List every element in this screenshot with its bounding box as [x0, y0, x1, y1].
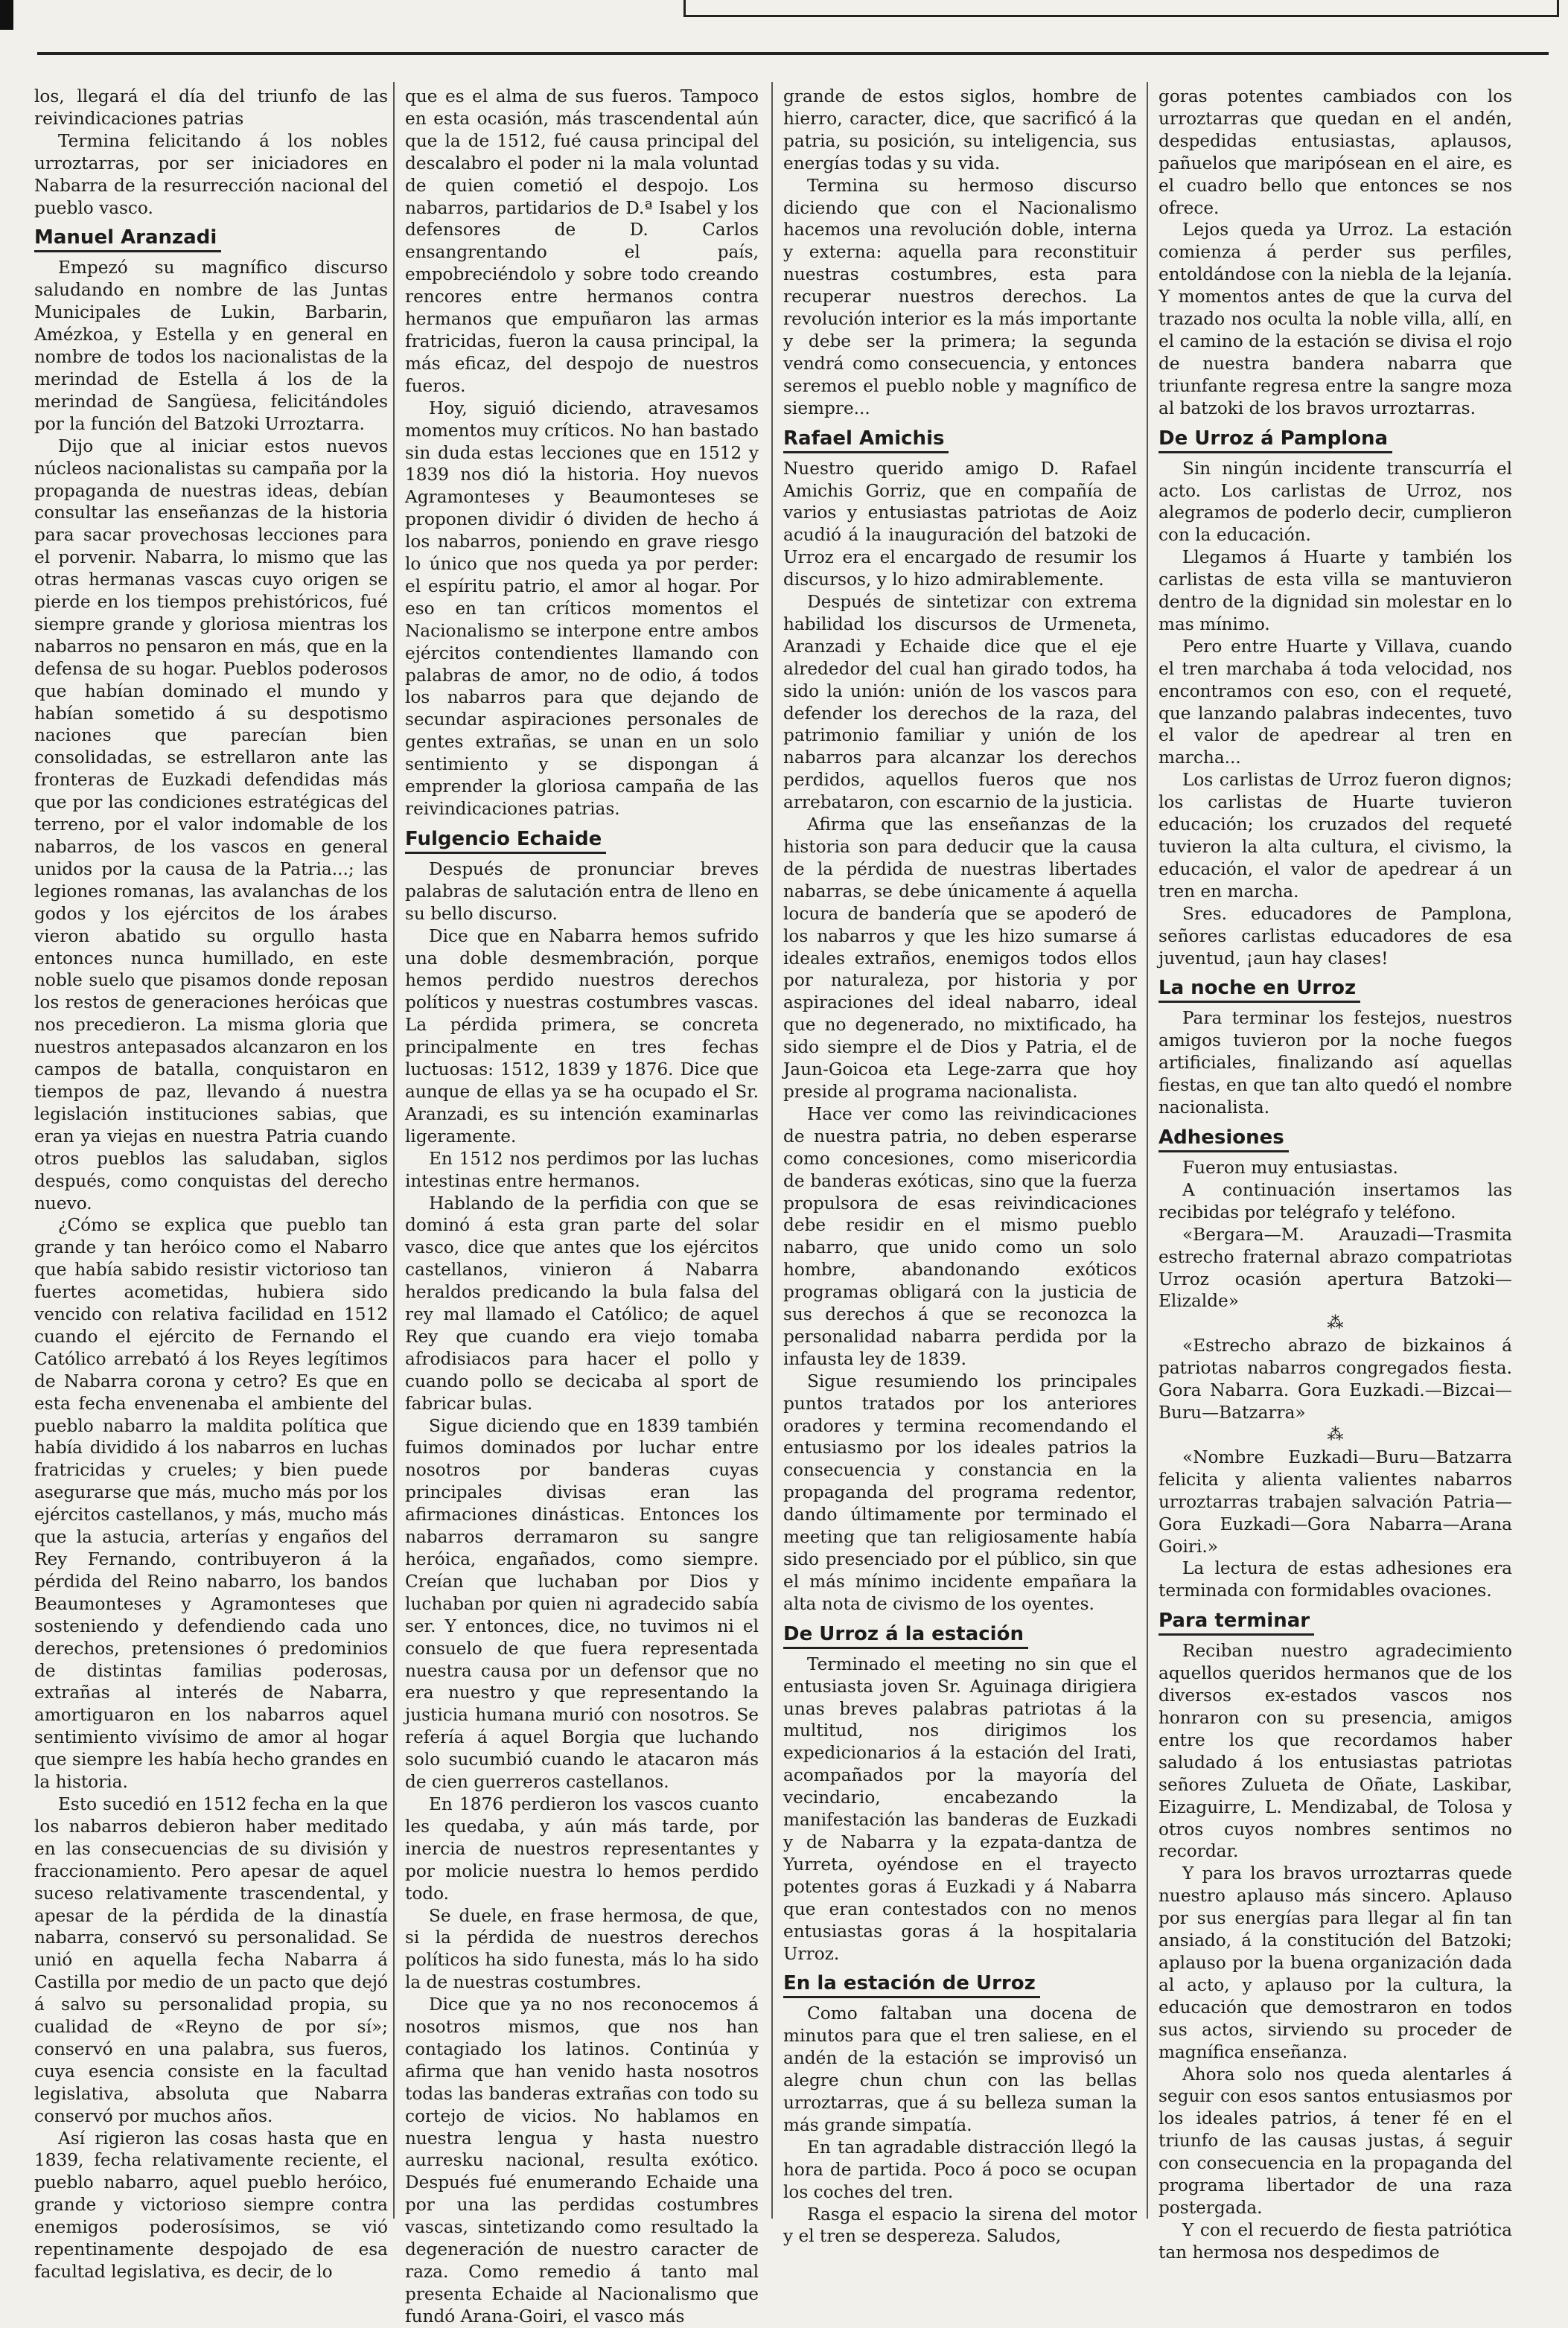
section-heading: Fulgencio Echaide	[405, 826, 606, 854]
article-paragraph: Nuestro querido amigo D. Rafael Amichis Gorriz, que en compañía de varios y entusiastas patriotas de Aoiz acudió á la inauguración del batzoki de Urroz era el encargado de resumir los discursos, y lo hizo admirablemente.	[783, 458, 1137, 590]
column-3	[783, 86, 1137, 2247]
article-paragraph: Sigue resumiendo los principales puntos tratados por los anteriores oradores y termina recomendando el entusiasmo por los ideales patrios la consecuencia y constancia en la propaganda del programa redentor, dando últimamente por terminado el meeting que tan religiosamente había sido presenciado por el público, sin que el más mínimo incidente empañara la alta nota de civismo de los oyentes.	[783, 1371, 1137, 1614]
article-paragraph: Hablando de la perfidia con que se dominó á esta gran parte del solar vasco, dice que antes que los ejércitos castellanos, vinieron á Nabarra heraldos predicando la bula falsa del rey mal llamado el Católico; de aquel Rey que cuando era viejo tomaba afrodisiacos para hacer el pollo y cuando pollo se decicaba al sport de fabricar bulas.	[405, 1193, 759, 1414]
section-heading: De Urroz á la estación	[783, 1621, 1028, 1649]
column-separator	[1147, 82, 1148, 2219]
article-paragraph: Reciban nuestro agradecimiento aquellos queridos hermanos que de los diversos ex-estados vascos nos honraron con su presencia, amigos entre los que recordamos haber saludado á los entusiastas patriotas señores Zulueta de Oñate, Laskibar, Eizaguirre, L. Mendizabal, de Tolosa y otros cuyos nombres sentimos no recordar.	[1159, 1641, 1512, 1862]
article-paragraph: Empezó su magnífico discurso saludando en nombre de las Juntas Municipales de Lukin, Barbarin, Amézkoa, y Estella y en general en nombre de todos los nacionalistas de la merindad de Estella á los de la merindad de Sangüesa, felicitándoles por la función del Batzoki Urroztarra.	[34, 258, 388, 434]
article-paragraph: Después de sintetizar con extrema habilidad los discursos de Urmeneta, Aranzadi y Echaide dice que el eje alrededor del cual han girado todos, ha sido la unión: unión de los vascos para defender los derechos de la raza, del patrimonio familiar y unión de los nabarros para alcanzar los derechos perdidos, aquellos fueros que nos arrebataron, con escarnio de la justicia.	[783, 592, 1137, 813]
article-paragraph: Llegamos á Huarte y también los carlistas de esta villa se mantuvieron dentro de la dignidad sin molestar en lo mas mínimo.	[1159, 547, 1512, 634]
article-paragraph: Sres. educadores de Pamplona, señores carlistas educadores de esa juventud, ¡aun hay clases!	[1159, 903, 1512, 969]
article-paragraph: Rasga el espacio la sirena del motor y el tren se despereza. Saludos,	[783, 2204, 1137, 2247]
article-paragraph: «Estrecho abrazo de bizkainos á patriotas nabarros congregados fiesta. Gora Nabarra. Gora Euzkadi.—Bizcai—Buru—Batzarra»	[1159, 1336, 1512, 1423]
article-paragraph: grande de estos siglos, hombre de hierro, caracter, dice, que sacrificó á la patria, su posición, su inteligencia, sus energías todas y su vida.	[783, 86, 1137, 173]
article-paragraph: «Bergara—M. Arauzadi—Trasmita estrecho fraternal abrazo compatriotas Urroz ocasión apertura Batzoki—Elizalde»	[1159, 1224, 1512, 1312]
article-paragraph: que es el alma de sus fueros. Tampoco en esta ocasión, más trascendental aún que la de 1512, fué causa principal del descalabro el poder ni la mala voluntad de quien cometió el despojo. Los nabarros, partidarios de D.ª Isabel y los defensores de D. Carlos ensangrentando el país, empobreciéndolo y sobre todo creando rencores entre hermanos contra hermanos que empuñaron las armas fratricidas, fueron la causa principal, la más eficaz, del despojo de nuestros fueros.	[405, 86, 759, 396]
header-rule	[37, 52, 1549, 55]
article-paragraph: Afirma que las enseñanzas de la historia son para deducir que la causa de la pérdida de nuestras libertades nabarras, se debe únicamente á aquella locura de bandería que se apoderó de los nabarros y que les hizo sumarse á ideales extraños, enemigos todos ellos por naturaleza, por historia y por aspiraciones del ideal nabarro, ideal que no degenerado, no mixtificado, ha sido siempre el de Dios y Patria, el de Jaun-Goicoa eta Lege-zarra que hoy preside al programa nacionalista.	[783, 814, 1137, 1102]
article-paragraph: Dice que en Nabarra hemos sufrido una doble desmembración, porque hemos perdido nuestros derechos políticos y nuestras costumbres vascas. La pérdida primera, se concreta principalmente en tres fechas luctuosas: 1512, 1839 y 1876. Dice que aunque de ellas ya se ha ocupado el Sr. Aranzadi, es su intención examinarlas ligeramente.	[405, 925, 759, 1147]
article-paragraph: Termina su hermoso discurso diciendo que con el Nacionalismo hacemos una revolución doble, interna y externa: aquella para reconstituir nuestras costumbres, esta para recuperar nuestros derechos. La revolución interior es la más importante y debe ser la primera; la segunda vendrá como consecuencia, y entonces seremos el pueblo noble y magnífico de siempre...	[783, 175, 1137, 418]
article-paragraph: los, llegará el día del triunfo de las reivindicaciones patrias	[34, 86, 388, 129]
article-paragraph: Termina felicitando á los nobles urroztarras, por ser iniciadores en Nabarra de la resurrección nacional del pueblo vasco.	[34, 130, 388, 218]
section-heading: Adhesiones	[1159, 1125, 1289, 1152]
section-heading: Manuel Aranzadi	[34, 225, 221, 252]
article-paragraph: Esto sucedió en 1512 fecha en la que los nabarros debieron haber meditado en las consecuencias de su división y fraccionamiento. Pero apesar de aquel suceso relativamente trascendental, y apesar de la pérdida de la dinastía nabarra, conservó su personalidad. Se unió en aquella fecha Nabarra á Castilla por medio de un pacto que dejó á salvo su personalidad propia, su cualidad de «Reyno de por sí»; conservó en una palabra, sus fueros, cuya esencia consiste en la facultad legislativa, absoluta que Nabarra conservó por muchos años.	[34, 1793, 388, 2126]
article-paragraph: Después de pronunciar breves palabras de salutación entra de lleno en su bello discurso.	[405, 858, 759, 924]
article-paragraph: Lejos queda ya Urroz. La estación comienza á perder sus perfiles, entoldándose con la niebla de la lejanía. Y momentos antes de que la curva del trazado nos oculta la noble villa, allí, en el camino de la estación se divisa el rojo de nuestra bandera nabarra que triunfante regresa entre la sangre moza al batzoki de los bravos urroztarras.	[1159, 220, 1512, 418]
article-paragraph: Terminado el meeting no sin que el entusiasta joven Sr. Aguinaga dirigiera unas breves palabras patriotas á la multitud, nos dirigimos los expedicionarios á la estación del Irati, acompañados por la mayoría del vecindario, encabezando la manifestación las banderas de Euzkadi y de Nabarra y la ezpata-dantza de Yurreta, oyéndose en el trayecto potentes goras á Euzkadi y á Nabarra que eran contestados con no menos entusiastas goras á la hospitalaria Urroz.	[783, 1653, 1137, 1964]
article-paragraph: Para terminar los festejos, nuestros amigos tuvieron por la noche fuegos artificiales, finalizando así aquellas fiestas, en que tan alto quedó el nombre nacionalista.	[1159, 1008, 1512, 1118]
article-paragraph: La lectura de estas adhesiones era terminada con formidables ovaciones.	[1159, 1558, 1512, 1601]
column-separator	[771, 82, 773, 2219]
article-paragraph: Así rigieron las cosas hasta que en 1839, fecha relativamente reciente, el pueblo nabarro, aquel pueblo heróico, grande y victorioso siempre contra enemigos poderosísimos, se vió repentinamente despojado de esa facultad legislativa, es decir, de lo	[34, 2128, 388, 2282]
article-paragraph: Fueron muy entusiastas.	[1182, 1157, 1398, 1178]
article-paragraph: Dijo que al iniciar estos nuevos núcleos nacionalistas su campaña por la propaganda de nuestras ideas, debían consultar las enseñanzas de la historia para sacar provechosas lecciones para el porvenir. Nabarra, lo mismo que las otras hermanas vascas cuyo origen se pierde en los tiempos prehistóricos, fué siempre grande y gloriosa mientras los nabarros no pensaron en más, que en la defensa de su hogar. Pueblos poderosos que habían dominado el mundo y habían sometido á su despotismo naciones que parecían bien consolidadas, se estrellaron ante las fronteras de Euzkadi defendidas más que por las condiciones estratégicas del terreno, por el valor indomable de los nabarros, de los vascos en general unidos por la causa de la Patria...; las legiones romanas, las avalanchas de los godos y los ejércitos de los árabes vieron abatido su orgullo hasta entonces nunca humillado, en este noble suelo que pisamos donde reposan los restos de generaciones heróicas que nos precedieron. La misma gloria que nuestros antepasados alcanzaron en los campos de batalla, conquistaron en tiempos de paz, llevando á nuestra legislación instituciones sabias, que eran ya viejas en nuestra Patria cuando otros pueblos las saludaban, siglos después, como conquistas del derecho nuevo.	[34, 436, 388, 1214]
article-paragraph: goras potentes cambiados con los urroztarras que quedan en el andén, despedidas entusiastas, aplausos, pañuelos que maripósean en el aire, es el cuadro bello que entonces se nos ofrece.	[1159, 86, 1512, 218]
article-paragraph: Los carlistas de Urroz fueron dignos; los carlistas de Huarte tuvieron educación; los cruzados del requeté tuvieron la alta cultura, el civismo, la educación, el valor de apedrear á un tren en marcha.	[1159, 770, 1512, 902]
article-paragraph: Ahora solo nos queda alentarles á seguir con esos santos entusiasmos por los ideales patrios, á tener fé en el triunfo de las causas justas, á seguir con consecuencia en la propaganda del programa libertador de una raza postergada.	[1159, 2064, 1512, 2218]
article-paragraph: En 1876 perdieron los vascos cuanto les quedaba, y aún más tarde, por inercia de nuestros representantes y por molicie nuestra lo hemos perdido todo.	[405, 1793, 759, 1904]
section-heading: De Urroz á Pamplona	[1159, 426, 1392, 453]
top-frame	[0, 0, 1568, 45]
article-paragraph: Sigue diciendo que en 1839 también fuimos dominados por luchar entre nosotros por banderas cuyas principales divisas eran las afirmaciones dinásticas. Entonces los nabarros derramaron su sangre heróica, engañados, como siempre. Creían que luchaban por Dios y luchaban por quien ni agradecido sabía ser. Y entonces, dice, no tuvimos ni el consuelo de que fuera representada nuestra causa por un defensor que no era nuestro y que representando la justicia humana murió con nosotros. Se refería á aquel Borgia que luchando solo sucumbió cuando le atacaron más de cien guerreros castellanos.	[405, 1415, 759, 1793]
article-paragraph: Se duele, en frase hermosa, de que, si la pérdida de nuestros derechos políticos ha sido funesta, más lo ha sido la de nuestras costumbres.	[405, 1905, 759, 1993]
corner-mark	[0, 0, 13, 30]
column-4	[1159, 86, 1512, 2262]
article-paragraph: Hace ver como las reivindicaciones de nuestra patria, no deben esperarse como concesiones, como misericordia de banderas exóticas, sino que la fuerza propulsora de esas reivindicaciones debe residir en el mismo pueblo nabarro, que unido como un solo hombre, abandonando exóticos programas obligará con la justicia de sus derechos á que se reconozca la personalidad nabarra perdida por la infausta ley de 1839.	[783, 1103, 1137, 1369]
asterism-divider: ⁂	[1327, 1314, 1344, 1333]
article-paragraph: En tan agradable distracción llegó la hora de partida. Poco á poco se ocupan los coches del tren.	[783, 2137, 1137, 2202]
column-1	[34, 86, 388, 2282]
article-paragraph: En 1512 nos perdimos por las luchas intestinas entre hermanos.	[405, 1148, 759, 1191]
article-paragraph: Pero entre Huarte y Villava, cuando el tren marchaba á toda velocidad, nos encontramos con eso, con el requeté, que lanzando palabras indecentes, tuvo el valor de apedrear al tren en marcha...	[1159, 636, 1512, 768]
header-box-edge	[683, 0, 1559, 17]
article-paragraph: Dice que ya no nos reconocemos á nosotros mismos, que nos han contagiado los latinos. Continúa y afirma que han venido hasta nosotros todas las banderas extrañas con todo su cortejo de vicios. No hablamos en nuestra lengua y hasta nuestro aurresku nacional, resulta exótico. Después fué enumerando Echaide una por una las perdidas costumbres vascas, sintetizando como resultado la degeneración de nuestro caracter de raza. Como remedio á tanto mal presenta Echaide al Nacionalismo que fundó Arana-Goiri, el vasco más	[405, 1994, 759, 2327]
article-paragraph: Y con el recuerdo de fiesta patriótica tan hermosa nos despedimos de	[1159, 2219, 1512, 2262]
article-paragraph: Como faltaban una docena de minutos para que el tren saliese, en el andén de la estación se improvisó un alegre chun chun con las bellas urroztarras, que á su belleza suman la más grande simpatía.	[783, 2003, 1137, 2135]
article-paragraph: «Nombre Euzkadi—Buru—Batzarra felicita y alienta valientes nabarros urroztarras trabajen salvación Patria—Gora Euzkadi—Gora Nabarra—Arana Goiri.»	[1159, 1447, 1512, 1557]
article-paragraph: Hoy, siguió diciendo, atravesamos momentos muy críticos. No han bastado sin duda estas lecciones que en 1512 y 1839 nos dió la historia. Hoy nuevos Agramonteses y Beaumonteses se proponen dividir ó dividen de hecho á los nabarros, poniendo en grave riesgo lo único que nos queda ya por perder: el espíritu patrio, el amor al hogar. Por eso en tan críticos momentos el Nacionalismo se interpone entre ambos ejércitos contendientes llamando con palabras de amor, no de odio, á todos los nabarros para que dejando de secundar aspiraciones personales de gentes extrañas, se unan en un solo sentimiento y se dispongan á emprender la gloriosa campaña de las reivindicaciones patrias.	[405, 398, 759, 819]
article-paragraph: Sin ningún incidente transcurría el acto. Los carlistas de Urroz, nos alegramos de poderlo decir, cumplieron con la educación.	[1159, 458, 1512, 546]
section-heading: La noche en Urroz	[1159, 975, 1360, 1003]
article-paragraph: A continuación insertamos las recibidas por telégrafo y teléfono.	[1159, 1179, 1512, 1222]
article-paragraph: Y para los bravos urroztarras quede nuestro aplauso más sincero. Aplauso por sus energías para llegar al fin tan ansiado, á la constitución del Batzoki; aplauso por la buena organización dada al acto, y aplauso por la cultura, la educación que demostraron en todos sus actos, sirviendo su proceder de magnífica enseñanza.	[1159, 1863, 1512, 2062]
section-heading: En la estación de Urroz	[783, 1971, 1040, 1998]
column-2	[405, 86, 759, 2327]
article-paragraph: ¿Cómo se explica que pueblo tan grande y tan heróico como el Nabarro que había sabido resistir victorioso tan fuertes acometidas, hubiera sido vencido con relativa facilidad en 1512 cuando el ejército de Fernando el Católico arrebató á los Reyes legítimos de Nabarra corona y cetro? Es que en esta fecha envenenaba el ambiente del pueblo nabarro la maldita política que había dividido á los nabarros en luchas fratricidas y crueles; y bien puede asegurarse que más, mucho más por los ejércitos castellanos, y más, mucho más que la astucia, arterías y engaños del Rey Fernando, contribuyeron á la pérdida del Reino nabarro, los bandos Beaumonteses y Agramonteses que sosteniendo y defendiendo cada uno derechos, pretensiones ó predominios de distintas familias poderosas, extrañas al interés de Nabarra, amortiguaron en los nabarros aquel sentimiento vivísimo de amor al hogar que siempre les había hecho grandes en la historia.	[34, 1215, 388, 1793]
section-heading: Para terminar	[1159, 1608, 1314, 1636]
asterism-divider: ⁂	[1327, 1425, 1344, 1444]
section-heading: Rafael Amichis	[783, 426, 949, 453]
column-separator	[393, 82, 395, 2219]
